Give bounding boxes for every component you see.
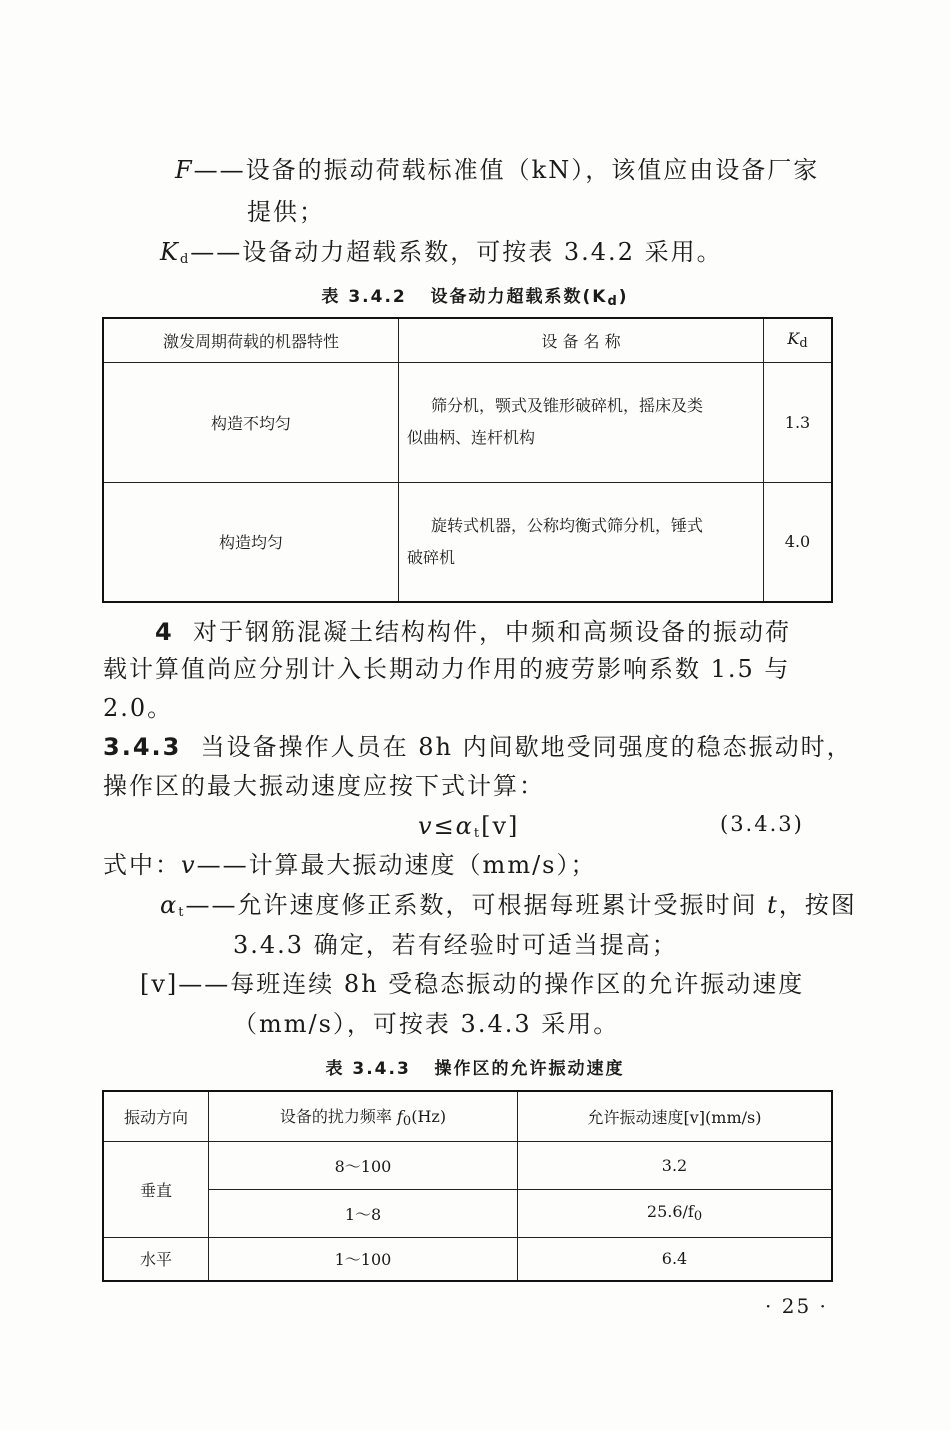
table2-header-freq-unit: (Hz) xyxy=(411,1106,447,1126)
table2-row2-speed-sub: 0 xyxy=(693,1209,703,1224)
formula-le: ≤ xyxy=(433,812,456,840)
table2-header-dir: 振动方向 xyxy=(103,1091,209,1141)
table2-header-freq-text: 设备的扰力频率 xyxy=(279,1106,397,1126)
def-vb-text: ——每班连续 8h 受稳态振动的操作区的允许振动速度 xyxy=(178,970,805,998)
page-number: · 25 · xyxy=(765,1294,828,1318)
def-kd-symbol: K xyxy=(160,238,180,266)
table-row xyxy=(103,1141,832,1189)
table2-row2-speed xyxy=(518,1189,833,1237)
table2-row2-speed-val: 25.6/f xyxy=(646,1202,694,1221)
table1-row1-name xyxy=(399,362,764,482)
table1-row2-name-l2: 破碎机 xyxy=(407,547,456,567)
table-3-4-2 xyxy=(102,317,833,603)
table2-caption-text: 操作区的允许振动速度 xyxy=(434,1059,625,1079)
def-v-text: ——计算最大振动速度（mm/s）； xyxy=(196,851,597,879)
para4-line2: 载计算值尚应分别计入长期动力作用的疲劳影响系数 1.5 与 xyxy=(103,655,791,683)
table2-header-freq-f: f xyxy=(397,1106,403,1126)
table1-header-name: 设 备 名 称 xyxy=(399,318,764,362)
table-3-4-3 xyxy=(102,1090,833,1282)
def-v xyxy=(103,853,596,877)
table2-header-freq-sub: 0 xyxy=(402,1113,412,1129)
table2-header-freq xyxy=(209,1091,518,1141)
formula-alpha: α xyxy=(455,812,474,840)
table1-header-row xyxy=(103,318,832,362)
table2-header-row xyxy=(103,1091,832,1141)
table2-row2-freq: 1～8 xyxy=(209,1189,518,1237)
table-row xyxy=(103,1237,832,1281)
defs2-prefix: 式中： xyxy=(103,851,181,879)
formula-bracket: [v] xyxy=(481,812,520,840)
def-vb-symbol: [v] xyxy=(140,970,179,998)
def-alpha-cont: 3.4.3 确定，若有经验时可适当提高； xyxy=(233,931,678,959)
def-kd xyxy=(160,240,723,266)
sec343-text1: 当设备操作人员在 8h 内间歇地受同强度的稳态振动时， xyxy=(200,733,853,761)
def-alpha-text: ——允许速度修正系数，可根据每班累计受振时间 xyxy=(185,891,768,919)
def-vb xyxy=(140,972,804,996)
table1-header-k xyxy=(764,318,833,362)
para4-line3: 2.0。 xyxy=(103,694,174,722)
def-f-symbol: F xyxy=(175,156,194,184)
def-f xyxy=(175,158,819,182)
table1-caption-text: 设备动力超载系数(K xyxy=(430,287,608,307)
formula-number: (3.4.3) xyxy=(720,812,804,836)
formula-v: v xyxy=(418,812,434,840)
def-kd-text: 设备动力超载系数，可按表 3.4.2 采用。 xyxy=(242,238,723,266)
para4-line1 xyxy=(155,620,791,644)
def-kd-sub: d xyxy=(179,252,191,267)
sec343-num: 3.4.3 xyxy=(103,733,182,761)
table1-header-feature: 激发周期荷载的机器特性 xyxy=(103,318,399,362)
table2-row3-freq: 1～100 xyxy=(209,1237,518,1281)
def-alpha-symbol: α xyxy=(160,891,179,919)
table-row xyxy=(103,482,832,602)
table2-row1-speed: 3.2 xyxy=(518,1141,833,1189)
table1-row2-k: 4.0 xyxy=(764,482,833,602)
table-row xyxy=(103,362,832,482)
sec343-line2: 操作区的最大振动速度应按下式计算： xyxy=(103,772,545,800)
sec343-line1 xyxy=(103,735,853,759)
table2-row1-dir: 垂直 xyxy=(103,1141,209,1237)
def-alpha-sub: t xyxy=(178,905,186,920)
table-row xyxy=(103,1189,832,1237)
table2-row1-freq: 8～100 xyxy=(209,1141,518,1189)
table1-caption-end: ) xyxy=(618,287,629,307)
table2-header-speed: 允许振动速度[v](mm/s) xyxy=(518,1091,833,1141)
table1-row1-k: 1.3 xyxy=(764,362,833,482)
def-kd-dash: —— xyxy=(190,238,243,266)
def-v-symbol: v xyxy=(181,851,197,879)
table1-caption xyxy=(0,282,950,309)
table1-row1-name-l2: 似曲柄、连杆机构 xyxy=(407,428,536,447)
table2-row3-dir: 水平 xyxy=(103,1237,209,1281)
table1-caption-num: 表 3.4.2 xyxy=(321,287,407,307)
def-f-text-cont: 提供； xyxy=(247,198,325,226)
para4-num: 4 xyxy=(155,618,174,646)
def-f-text: 设备的振动荷载标准值（kN），该值应由设备厂家 xyxy=(245,156,820,184)
table2-row3-speed: 6.4 xyxy=(518,1237,833,1281)
table2-caption-num: 表 3.4.3 xyxy=(325,1059,411,1079)
table1-row1-name-l1: 筛分机，颚式及锥形破碎机，摇床及类 xyxy=(431,396,704,415)
para4-text1: 对于钢筋混凝土结构构件，中频和高频设备的振动荷 xyxy=(192,618,791,646)
table1-caption-sub: d xyxy=(607,294,619,309)
table2-caption xyxy=(0,1054,950,1079)
table1-row2-name xyxy=(399,482,764,602)
def-alpha xyxy=(160,893,857,919)
table1-row2-feature: 构造均匀 xyxy=(103,482,399,602)
formula xyxy=(418,814,519,840)
def-vb-cont: （mm/s），可按表 3.4.3 采用。 xyxy=(233,1010,620,1038)
def-f-dash: —— xyxy=(193,156,246,184)
table1-row2-name-l1: 旋转式机器，公称均衡式筛分机，锤式 xyxy=(431,515,704,535)
table1-header-k-sym: K xyxy=(787,329,800,349)
def-alpha-text-b: ，按图 xyxy=(778,891,857,919)
def-alpha-t: t xyxy=(767,891,779,919)
table1-row1-feature: 构造不均匀 xyxy=(103,362,399,482)
table1-header-k-sub: d xyxy=(799,336,808,352)
formula-alpha-sub: t xyxy=(473,826,482,841)
